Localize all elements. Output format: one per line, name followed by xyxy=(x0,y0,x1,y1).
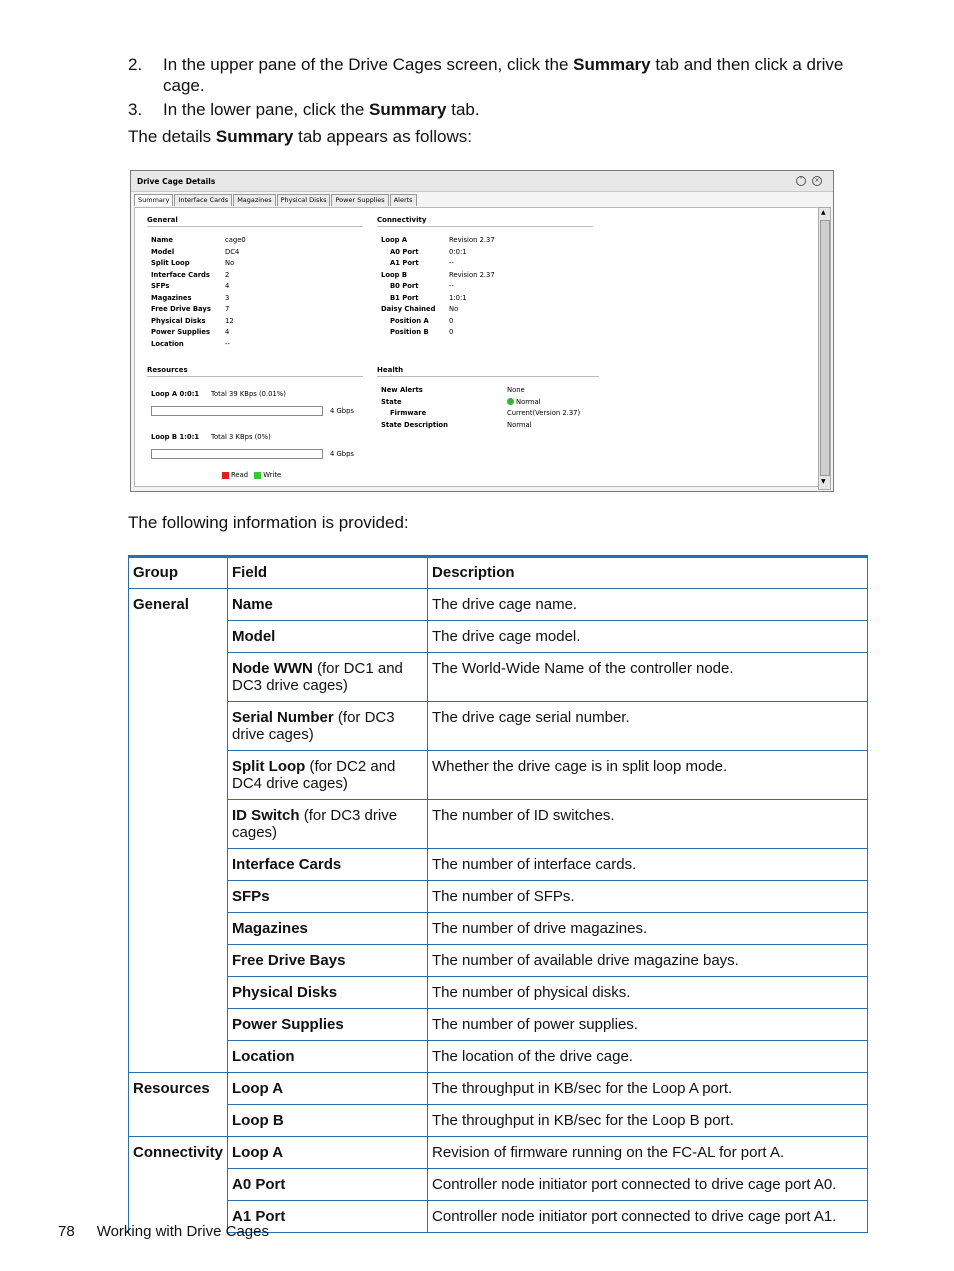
read-swatch xyxy=(222,472,229,479)
panel-title: Drive Cage Details xyxy=(137,177,216,186)
health-fields xyxy=(381,385,580,431)
field-row: State Normal xyxy=(381,397,541,406)
scroll-thumb[interactable] xyxy=(820,220,830,476)
field-row: Position A 0 xyxy=(390,316,454,325)
table-row: General Name The drive cage name. xyxy=(129,589,868,621)
connectivity-header: Connectivity xyxy=(377,216,593,227)
close-panel-icon[interactable]: × xyxy=(812,176,822,186)
field-row: Firmware Current(Version 2.37) xyxy=(390,409,581,417)
connectivity-fields xyxy=(381,235,495,339)
general-header: General xyxy=(147,216,363,227)
table-row: Location The location of the drive cage. xyxy=(129,1041,868,1073)
table-header-row: Group Field Description xyxy=(129,557,868,589)
status-ok-icon xyxy=(507,398,514,405)
tab-interface-cards[interactable]: Interface Cards xyxy=(174,194,232,206)
field-row: Name cage0 xyxy=(151,236,246,244)
page-number: 78 xyxy=(58,1223,75,1240)
table-row: Connectivity Loop A Revision of firmware running on the FC-AL for port A. xyxy=(129,1137,868,1169)
collapse-icon[interactable]: ˄ xyxy=(796,176,806,186)
table-row: Split Loop (for DC2 and DC4 drive cages) Whether the drive cage is in split loop mode. xyxy=(129,751,868,800)
field-row: B1 Port 1:0:1 xyxy=(390,293,467,302)
field-row: Split Loop No xyxy=(151,259,235,267)
field-row: Interface Cards 2 xyxy=(151,270,230,279)
step-2: 2. In the upper pane of the Drive Cages screen, click the Summary tab and then click a drive cage. xyxy=(128,55,844,95)
table-row: Power Supplies The number of power supplies. xyxy=(129,1009,868,1041)
drive-cage-details-screenshot xyxy=(130,170,834,492)
instruction-steps xyxy=(128,54,858,123)
field-row: Physical Disks 12 xyxy=(151,316,234,325)
field-row: SFPs 4 xyxy=(151,282,230,290)
field-row: Free Drive Bays 7 xyxy=(151,305,230,313)
intro-text: The details Summary tab appears as follows: xyxy=(128,127,472,146)
write-swatch xyxy=(254,472,261,479)
field-row: Position B 0 xyxy=(390,328,454,336)
scroll-up-icon: ▲ xyxy=(821,209,826,216)
tab-alerts[interactable]: Alerts xyxy=(390,194,417,206)
general-fields xyxy=(151,235,246,350)
table-row: Interface Cards The number of interface cards. xyxy=(129,849,868,881)
tab-physical-disks[interactable]: Physical Disks xyxy=(277,194,331,206)
field-row: Loop B Revision 2.37 xyxy=(381,270,495,279)
loop-b-label: Loop B 1:0:1 xyxy=(151,433,200,441)
loop-a-throughput-bar xyxy=(151,406,323,416)
field-row: Magazines 3 xyxy=(151,293,230,302)
loop-a-capacity: 4 Gbps xyxy=(330,407,354,415)
table-row: ID Switch (for DC3 drive cages) The number of ID switches. xyxy=(129,800,868,849)
field-row: A0 Port 0:0:1 xyxy=(390,247,467,256)
throughput-legend: Read Write xyxy=(222,471,281,479)
table-row: Physical Disks The number of physical disks. xyxy=(129,977,868,1009)
field-row: Daisy Chained No xyxy=(381,305,459,313)
field-row: A1 Port -- xyxy=(390,259,454,267)
following-text: The following information is provided: xyxy=(128,513,409,532)
table-row: Node WWN (for DC1 and DC3 drive cages) The World-Wide Name of the controller node. xyxy=(129,653,868,702)
footer-title: Working with Drive Cages xyxy=(96,1223,269,1240)
field-row: New Alerts None xyxy=(381,386,525,394)
loop-b-total: Total 3 KBps (0%) xyxy=(211,433,271,441)
vertical-scrollbar[interactable] xyxy=(818,207,831,490)
detail-tabs xyxy=(134,194,418,206)
table-row: Model The drive cage model. xyxy=(129,621,868,653)
field-row: Location -- xyxy=(151,339,230,348)
step-3: 3. In the lower pane, click the Summary tab. xyxy=(128,100,480,119)
field-row: State Description Normal xyxy=(381,420,532,429)
loop-a-total: Total 39 KBps (0.01%) xyxy=(211,390,286,398)
loop-b-capacity: 4 Gbps xyxy=(330,450,354,458)
tab-summary[interactable]: Summary xyxy=(134,194,173,206)
scroll-down-icon: ▼ xyxy=(821,478,826,485)
table-row: Resources Loop A The throughput in KB/sec for the Loop A port. xyxy=(129,1073,868,1105)
table-row: SFPs The number of SFPs. xyxy=(129,881,868,913)
tab-power-supplies[interactable]: Power Supplies xyxy=(331,194,388,206)
table-row: Magazines The number of drive magazines. xyxy=(129,913,868,945)
summary-content xyxy=(134,207,819,487)
loop-b-throughput-bar xyxy=(151,449,323,459)
table-row: Serial Number (for DC3 drive cages) The drive cage serial number. xyxy=(129,702,868,751)
table-row: A1 Port Controller node initiator port connected to drive cage port A1. xyxy=(129,1201,868,1233)
field-row: B0 Port -- xyxy=(390,282,454,290)
tab-magazines[interactable]: Magazines xyxy=(233,194,275,206)
loop-a-label: Loop A 0:0:1 xyxy=(151,390,200,398)
table-row: Free Drive Bays The number of available drive magazine bays. xyxy=(129,945,868,977)
resources-header: Resources xyxy=(147,366,363,377)
health-header: Health xyxy=(377,366,599,377)
page-footer xyxy=(58,1223,269,1240)
field-row: Loop A Revision 2.37 xyxy=(381,236,495,244)
field-row: Model DC4 xyxy=(151,247,240,256)
table-row: Loop B The throughput in KB/sec for the Loop B port. xyxy=(129,1105,868,1137)
info-table xyxy=(128,555,868,1233)
field-row: Power Supplies 4 xyxy=(151,328,230,336)
table-row: A0 Port Controller node initiator port connected to drive cage port A0. xyxy=(129,1169,868,1201)
panel-titlebar xyxy=(131,171,833,192)
